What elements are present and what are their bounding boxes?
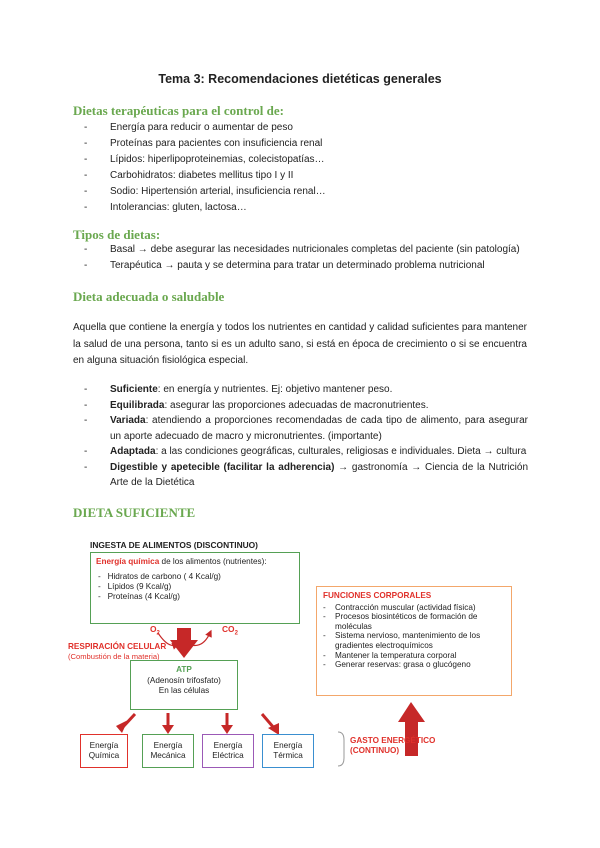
bracket: [338, 732, 344, 766]
list-item: - Proteínas para pacientes con insuficiencia renal: [84, 136, 326, 152]
term: Equilibrada: [110, 399, 165, 411]
term-text: : asegurar las proporciones adecuadas de macronutrientes.: [164, 399, 429, 411]
list-item: - Basal → debe asegurar las necesidades nutricionales completas del paciente (sin patología): [84, 242, 520, 258]
energy-line: Energía: [89, 741, 119, 750]
nutrient-item: - Proteínas (4 Kcal/g): [98, 592, 180, 601]
energy-line: Térmica: [273, 751, 303, 760]
funcion-text: Generar reservas: grasa o glucógeno: [335, 660, 471, 670]
energy-line: Eléctrica: [212, 751, 244, 760]
respiracion-celular: [68, 642, 166, 662]
funciones-title: FUNCIONES CORPORALES: [323, 591, 432, 600]
atp-line: En las células: [158, 686, 210, 695]
energia-quimica-label: Energía química: [96, 557, 160, 566]
atp-line: (Adenosín trifosfato): [147, 675, 221, 685]
energia-quimica-line: [96, 557, 294, 566]
list-item: - Sodio: Hipertensión arterial, insuficiencia renal…: [84, 184, 326, 200]
funcion-item: - Generar reservas: grasa o glucógeno: [323, 660, 471, 670]
list-item: [84, 413, 528, 444]
respiracion-sub: (Combustión de la materia): [68, 652, 160, 661]
funcion-text: Contracción muscular (actividad física): [335, 602, 476, 612]
term: Adaptada: [110, 446, 156, 457]
list-tipos-de-dietas: [84, 242, 520, 274]
o2-label: [150, 624, 160, 637]
funcion-text: Mantener la temperatura corporal: [335, 650, 457, 660]
nutrient-item: - Hidratos de carbono ( 4 Kcal/g): [98, 572, 221, 581]
atp-box: [130, 660, 238, 710]
nutrient-list: [96, 572, 294, 602]
energy-line: Energía: [273, 741, 303, 750]
term: Variada: [110, 415, 146, 426]
term: Suficiente: [110, 384, 158, 395]
heading-dieta-adecuada: Dieta adecuada o saludable: [73, 289, 225, 304]
co2-sub: 2: [234, 630, 238, 637]
nutrient-text: Hidratos de carbono ( 4 Kcal/g): [107, 572, 221, 581]
funcion-item: - Mantener la temperatura corporal: [323, 650, 457, 660]
funcion-text: Sistema nervioso, mantenimiento de los gradientes electroquímicos: [335, 631, 481, 650]
big-down-arrow: [170, 628, 198, 658]
gasto-energetico: [350, 736, 435, 756]
ingesta-box: [90, 552, 300, 624]
list-item: [84, 444, 528, 460]
paragraph-dieta-adecuada: Aquella que contiene la energía y todos los nutrientes en cantidad y calidad suficientes para mantener la salud de una persona, tanto si es un adulto sano, si está en época de crecimiento o si se encuentra en alguna situación fisiológica especial.: [73, 322, 527, 366]
atp-title: ATP: [176, 665, 192, 674]
co2-text: CO: [222, 624, 235, 634]
list-item: - Lípidos: hiperlipoproteinemias, colecistopatías…: [84, 152, 326, 168]
gasto-line: (CONTINUO): [350, 746, 400, 755]
list-dietas-terapeuticas: [84, 120, 326, 216]
ingesta-title: INGESTA DE ALIMENTOS (DISCONTINUO): [90, 540, 258, 550]
respiracion-title: RESPIRACIÓN CELULAR: [68, 642, 167, 651]
funcion-item: - Sistema nervioso, mantenimiento de los gradientes electroquímicos: [323, 631, 481, 650]
energia-quimica-rest: de los alimentos (nutrientes):: [159, 557, 267, 566]
co2-label: [222, 624, 238, 637]
term-text: : en energía y nutrientes. Ej: objetivo mantener peso.: [157, 384, 393, 395]
funcion-item: - Contracción muscular (actividad física): [323, 602, 476, 612]
term-text: : atendiendo a proporciones recomendadas de cada tipo de alimento, para asegurar un aporte adecuado de macro y micronutrientes. (importante): [110, 415, 528, 442]
list-item: - Terapéutica → pauta y se determina para tratar un determinado problema nutricional: [84, 258, 520, 274]
energy-box-quimica: [80, 734, 128, 768]
heading-tipos-de-dietas: Tipos de dietas:: [73, 227, 161, 242]
list-caracteristicas-dieta: [84, 382, 528, 491]
energy-line: Energía: [153, 741, 183, 750]
term-text: : a las condiciones geográficas, culturales, religiosas e individuales. Dieta → cultura: [155, 446, 527, 457]
list-item: - Intolerancias: gluten, lactosa…: [84, 200, 326, 216]
heading-dieta-suficiente: DIETA SUFICIENTE: [73, 505, 196, 520]
energy-box-mecanica: [142, 734, 194, 768]
heading-dietas-terapeuticas: Dietas terapéuticas para el control de:: [73, 103, 284, 118]
funcion-text: Procesos biosintéticos de formación de moléculas: [335, 612, 478, 631]
list-item: - Carbohidratos: diabetes mellitus tipo I y II: [84, 168, 326, 184]
energy-box-electrica: [202, 734, 254, 768]
funcion-item: - Procesos biosintéticos de formación de moléculas: [323, 612, 478, 631]
nutrient-text: Proteínas (4 Kcal/g): [107, 592, 180, 601]
energy-line: Mecánica: [150, 751, 186, 760]
list-item: [84, 382, 528, 398]
list-item: [84, 398, 528, 414]
nutrient-text: Lípidos (9 Kcal/g): [107, 582, 172, 591]
page-title: Tema 3: Recomendaciones dietéticas generales: [158, 72, 442, 86]
gasto-line: GASTO ENERGÉTICO: [350, 736, 436, 745]
term-text: → gastronomía → Ciencia de la Nutrición Arte de la Dietética: [110, 461, 529, 488]
energy-box-termica: [262, 734, 314, 768]
o2-sub: 2: [156, 630, 160, 637]
list-item: - Energía para reducir o aumentar de peso: [84, 120, 326, 136]
term: Digestible y apetecible (facilitar la adherencia): [110, 461, 335, 473]
list-item: [84, 460, 528, 491]
energy-line: Energía: [213, 741, 243, 750]
energy-diagram: [60, 530, 540, 780]
funciones-box: [316, 586, 512, 696]
nutrient-item: - Lípidos (9 Kcal/g): [98, 582, 172, 591]
energy-line: Química: [88, 751, 120, 760]
o2-text: O: [150, 624, 157, 634]
